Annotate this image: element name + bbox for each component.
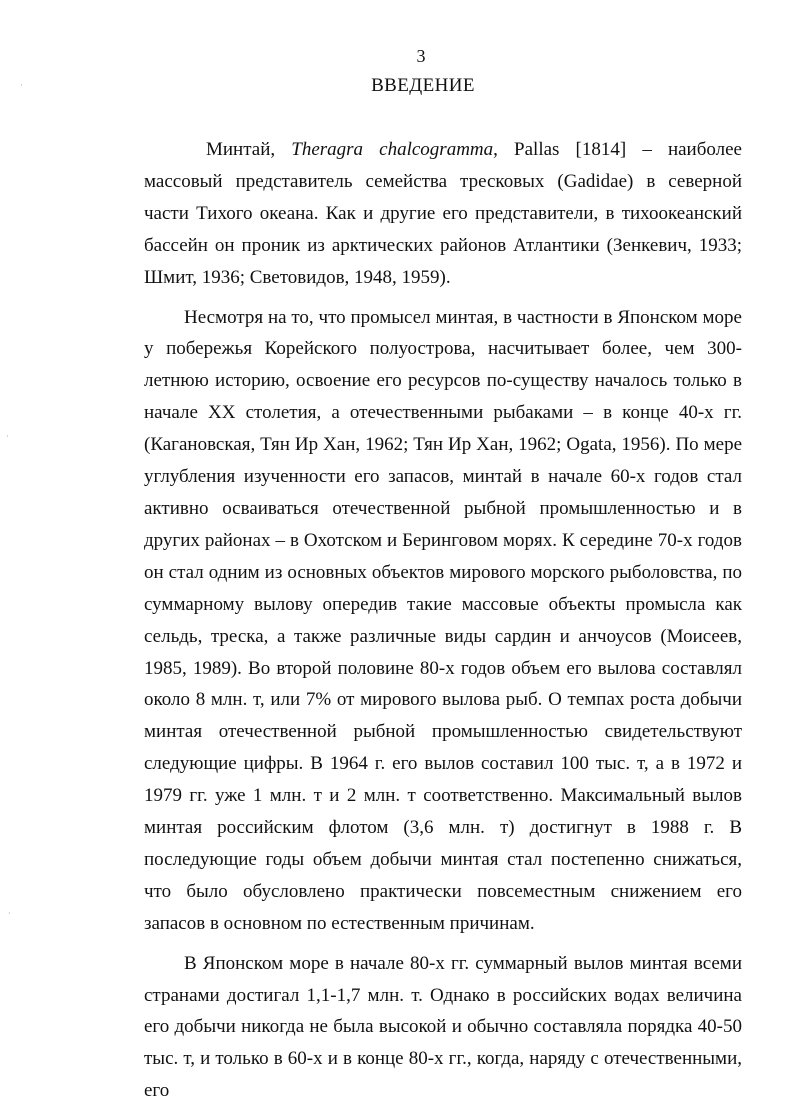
body-text xyxy=(144,134,742,1107)
paragraph-fishery-history: Несмотря на то, что промысел минтая, в частности в Японском море у побережья Корейского полуострова, насчитывает более, чем 300-летнюю историю, освоение его ресурсов по-существу началось только в начале XX столетия, а отечественными рыбаками – в конце 40-х гг. (Кагановская, Тян Ир Хан, 1962; Тян Ир Хан, 1962; Ogata, 1956). По мере углубления изученности его запасов, минтай в начале 60-х годов стал активно осваиваться отечественной рыбной промышленностью и в других районах – в Охотском и Беринговом морях. К середине 70-х годов он стал одним из основных объектов мирового морского рыболовства, по суммарному вылову опередив такие массовые объекты промысла как сельдь, треска, а также различные виды сардин и анчоусов (Моисеев, 1985, 1989). Во второй половине 80-х годов объем его вылова составлял около 8 млн. т, или 7% от мирового вылова рыб. О темпах роста добычи минтая отечественной рыбной промышленностью свидетельствуют следующие цифры. В 1964 г. его вылов составил 100 тыс. т, а в 1972 и 1979 гг. уже 1 млн. т и 2 млн. т соответственно. Максимальный вылов минтая российским флотом (3,6 млн. т) достигнут в 1988 г. В последующие годы объем добычи минтая стал постепенно снижаться, что было обусловлено практически повсеместным снижением его запасов в основном по естественным причинам. xyxy=(144,306,742,934)
scan-speck: · xyxy=(20,81,23,90)
page-number: 3 xyxy=(416,46,426,66)
species-name: Theragra chalcogramma xyxy=(291,139,494,160)
paragraph-japan-sea: В Японском море в начале 80-х гг. суммарный вылов минтая всеми странами достигал 1,1-1,7 млн. т. Однако в российских водах величина его добычи никогда не была высокой и обычно составляла порядка 40-50 тыс. т, и только в 60-х и в конце 80-х гг., когда, наряду с отечественными, его xyxy=(144,952,742,1102)
intro-rest: , Pallas [1814] – наиболее массовый представитель семейства тресковых (Gadidae) в северной части Тихого океана. Как и другие его представители, в тихоокеанский бассейн он проник из арктических районов Атлантики (Зенкевич, 1933; Шмит, 1936; Световидов, 1948, 1959). xyxy=(144,139,742,288)
section-heading: ВВЕДЕНИЕ xyxy=(371,75,475,96)
scan-speck: · xyxy=(6,432,9,441)
paragraph-intro xyxy=(144,134,742,294)
intro-lead: Минтай, xyxy=(206,139,292,160)
scan-speck: · xyxy=(8,909,11,918)
